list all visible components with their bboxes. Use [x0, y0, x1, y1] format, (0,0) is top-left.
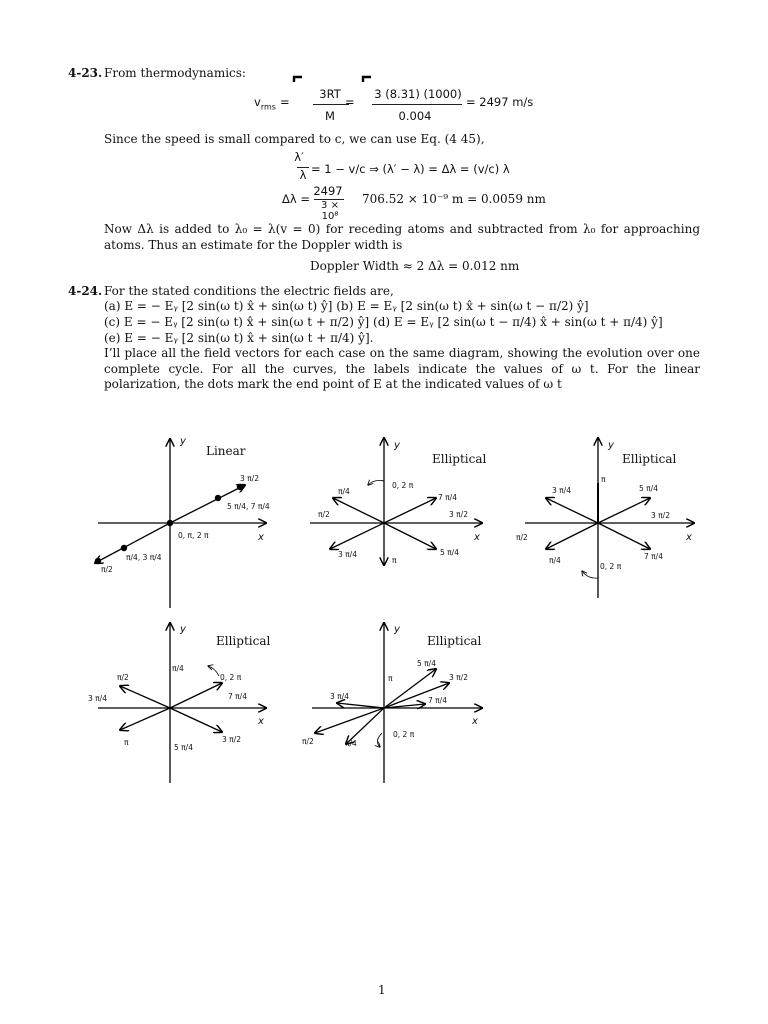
- fraction-3rt-denominator: M: [325, 109, 335, 123]
- field-vector: [598, 498, 650, 523]
- field-vector: [384, 498, 436, 523]
- wt-label: 7 π/4: [428, 696, 447, 705]
- field-vector: [170, 683, 222, 708]
- field-vector: [337, 703, 384, 708]
- y-axis-label: y: [394, 624, 400, 635]
- wt-label: 0, 2 π: [392, 481, 414, 490]
- endpoint-dot: [121, 545, 127, 551]
- wt-label: 5 π/4, 7 π/4: [227, 502, 270, 511]
- diagram-elliptical-1: [310, 438, 486, 565]
- wt-label: 3 π/4: [552, 486, 571, 495]
- wt-label: 3 π/2: [449, 673, 468, 682]
- diagram-elliptical-4: [302, 623, 482, 783]
- field-vector: [546, 498, 598, 523]
- wt-label: 3 π/2: [240, 474, 259, 483]
- rotation-arrow: [368, 481, 384, 486]
- doppler-width-paragraph: Now Δλ is added to λ₀ = λ(v = 0) for receding atoms and subtracted from λ₀ for approaching atoms. Thus an estimate for the Doppler width is: [104, 222, 700, 252]
- diagram-linear: [95, 436, 270, 608]
- problem-number-4-24: 4-24.: [68, 284, 103, 298]
- vrms-label: $v_{rms}$: [254, 95, 276, 112]
- lambda: λ: [299, 168, 307, 182]
- diagram-title: Elliptical: [622, 452, 677, 466]
- wt-label: 3 π/4: [88, 694, 107, 703]
- field-vector: [598, 523, 650, 549]
- wt-label: π/4: [345, 739, 357, 748]
- wt-label: π/2: [302, 737, 314, 746]
- wt-label: 7 π/4: [228, 692, 247, 701]
- y-axis-label: y: [608, 440, 614, 451]
- x-axis-label: x: [472, 716, 478, 727]
- rotation-arrow: [582, 571, 598, 578]
- wt-label: 3 π/2: [651, 511, 670, 520]
- diagram-description-paragraph: I’ll place all the field vectors for each case on the same diagram, showing the evolution over one complete cycle. For all the curves, the labels indicate the values of ω t. For the linear polarization, the dots mark the end point of E at the indicated values of ω t: [104, 346, 700, 391]
- wt-label: π/2: [318, 510, 330, 519]
- field-line-e: (e) E = − Eᵧ [2 sin(ω t) x̂ + sin(ω t + π/4) ŷ].: [104, 331, 374, 345]
- fraction-numeric-numerator: 3 (8.31) (1000): [374, 87, 462, 101]
- field-vector: [384, 523, 436, 549]
- page-number: 1: [378, 983, 386, 997]
- rotation-arrow: [377, 733, 382, 747]
- wt-label: 3 π/4: [330, 692, 349, 701]
- delta-denominator: 3 × 10⁸: [321, 200, 339, 222]
- wt-label: 7 π/4: [644, 552, 663, 561]
- endpoint-dot: [215, 495, 221, 501]
- wt-label: 0, 2 π: [393, 730, 415, 739]
- wt-label: π/2: [516, 533, 528, 542]
- wt-label: π: [124, 738, 129, 747]
- field-vector: [333, 498, 384, 523]
- delta-lambda-value: 706.52 × 10⁻⁹ m = 0.0059 nm: [362, 192, 546, 206]
- fraction-numeric-denominator: 0.004: [398, 109, 432, 123]
- y-axis-label: y: [180, 624, 186, 635]
- fraction-3rt-numerator: 3RT: [319, 87, 341, 101]
- delta-lambda-label: Δλ =: [282, 192, 310, 206]
- x-axis-label: x: [474, 532, 480, 543]
- wt-label: π: [388, 674, 393, 683]
- y-axis-label: y: [180, 436, 186, 447]
- wt-label: 5 π/4: [174, 743, 193, 752]
- wt-label: 5 π/4: [639, 484, 658, 493]
- wt-label: 0, 2 π: [220, 673, 242, 682]
- x-axis-label: x: [258, 716, 264, 727]
- field-line-a-b: (a) E = − Eᵧ [2 sin(ω t) x̂ + sin(ω t) ŷ] (b) E = Eᵧ [2 sin(ω t) x̂ + sin(ω t − π/2) ŷ]: [104, 299, 589, 313]
- since-text: Since the speed is small compared to c, we can use Eq. (4 45),: [104, 132, 485, 146]
- field-vector: [170, 708, 222, 732]
- wt-label: 3 π/2: [449, 510, 468, 519]
- wt-label: 7 π/4: [438, 493, 457, 502]
- wt-label: 0, π, 2 π: [178, 531, 209, 540]
- rotation-arrow: [208, 666, 219, 676]
- diagram-title: Elliptical: [427, 634, 482, 648]
- field-vector: [120, 686, 170, 708]
- problem-intro: From thermodynamics:: [104, 66, 246, 80]
- delta-numerator: 2497: [313, 184, 343, 198]
- field-vector: [546, 523, 598, 549]
- doppler-width-equation: Doppler Width ≈ 2 Δλ = 0.012 nm: [310, 259, 520, 273]
- lambda-prime: λ′: [294, 150, 304, 164]
- field-line-c-d: (c) E = − Eᵧ [2 sin(ω t) x̂ + sin(ω t + π/2) ŷ] (d) E = Eᵧ [2 sin(ω t − π/4) x̂ + sin(ω t + π/4) ŷ]: [104, 315, 663, 329]
- endpoint-dot: [237, 484, 243, 490]
- doppler-relation: = 1 − v/c ⇒ (λ′ − λ) = Δλ = (v/c) λ: [311, 162, 510, 176]
- endpoint-dot: [167, 520, 173, 526]
- wt-label: 0, 2 π: [600, 562, 622, 571]
- wt-label: π: [601, 475, 606, 484]
- diagram-title: Linear: [206, 444, 246, 458]
- wt-label: π: [392, 556, 397, 565]
- equals-sign-2: =: [345, 95, 355, 109]
- endpoint-dot: [95, 558, 101, 564]
- diagram-title: Elliptical: [432, 452, 487, 466]
- field-vector: [315, 708, 384, 733]
- wt-label: 5 π/4: [417, 659, 436, 668]
- wt-label: π/4, 3 π/4: [126, 553, 162, 562]
- wt-label: 3 π/2: [222, 735, 241, 744]
- wt-label: π/2: [117, 673, 129, 682]
- problem-intro: For the stated conditions the electric fields are,: [104, 284, 394, 298]
- wt-label: π/4: [549, 556, 561, 565]
- wt-label: π/4: [172, 664, 184, 673]
- wt-label: 3 π/4: [338, 550, 357, 559]
- wt-label: π/2: [101, 565, 113, 574]
- y-axis-label: y: [394, 440, 400, 451]
- vrms-result: = 2497 m/s: [466, 95, 534, 109]
- x-axis-label: x: [686, 532, 692, 543]
- diagram-title: Elliptical: [216, 634, 271, 648]
- x-axis-label: x: [258, 532, 264, 543]
- diagram-elliptical-2: [516, 438, 694, 598]
- field-vector: [330, 523, 384, 549]
- wt-label: 5 π/4: [440, 548, 459, 557]
- diagram-elliptical-3: [88, 623, 270, 783]
- equals-sign: =: [280, 95, 290, 109]
- field-vector: [120, 708, 170, 730]
- wt-label: π/4: [338, 487, 350, 496]
- problem-number-4-23: 4-23.: [68, 66, 103, 80]
